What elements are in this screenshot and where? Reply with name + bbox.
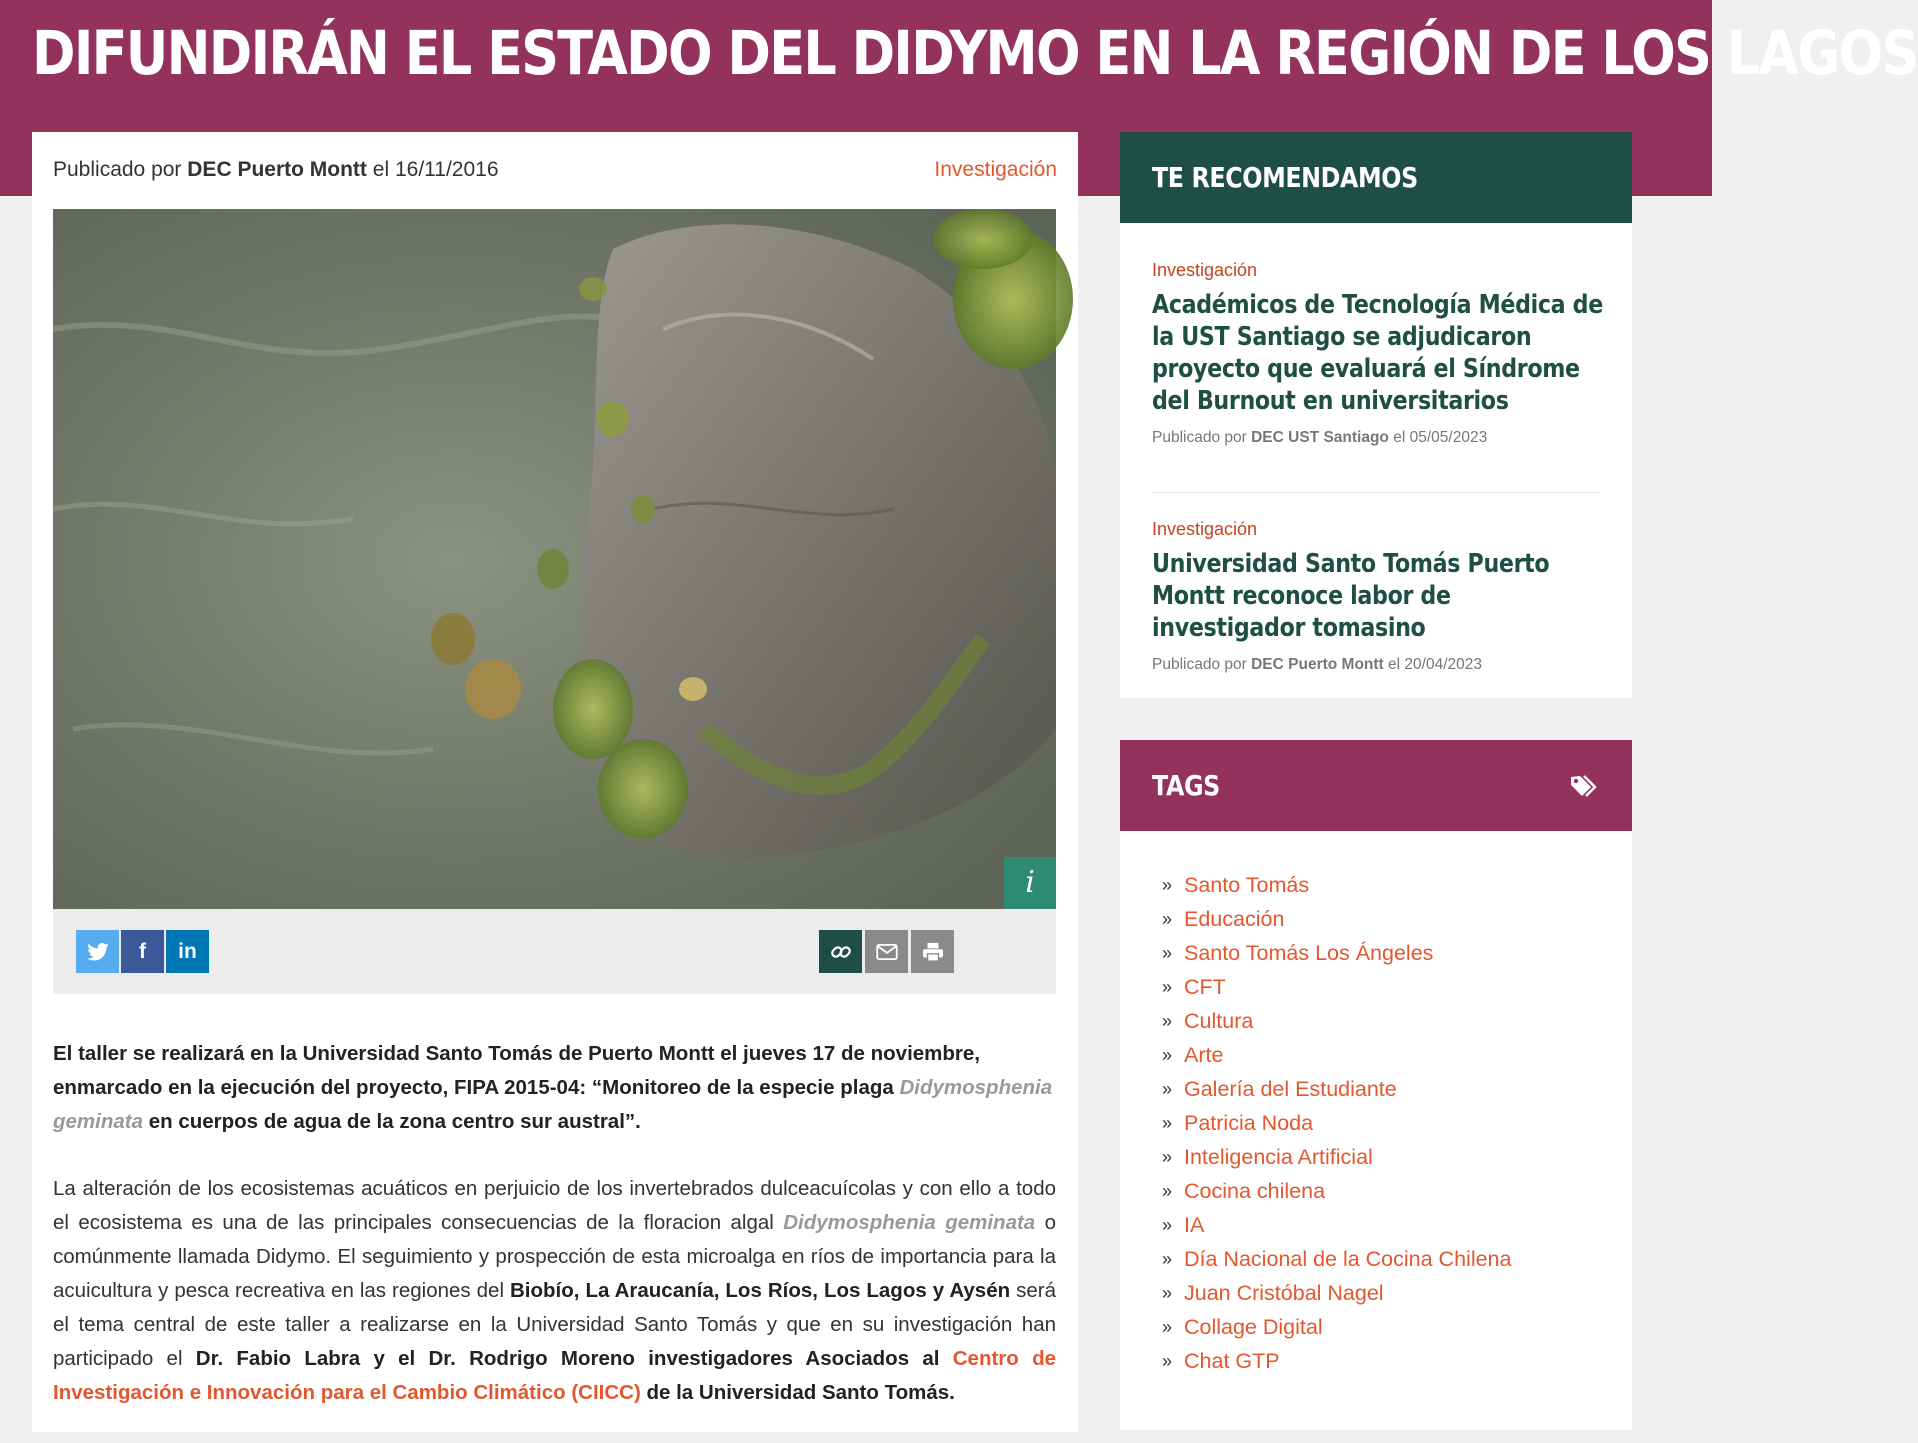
recommended-item[interactable] — [1152, 519, 1600, 674]
tags-widget — [1120, 740, 1632, 1430]
category-link[interactable]: Investigación — [934, 158, 1057, 181]
tag-item[interactable] — [1162, 1310, 1511, 1344]
regions-text: Biobío, La Araucanía, Los Ríos, Los Lagos y Aysén — [510, 1279, 1011, 1302]
bullet: » — [1162, 1350, 1173, 1371]
article-lead — [53, 1037, 1056, 1139]
bullet: » — [1162, 1248, 1173, 1269]
recommended-title: TE RECOMENDAMOS — [1152, 161, 1418, 194]
tag-item[interactable] — [1162, 1140, 1511, 1174]
tags-icon — [1570, 774, 1600, 798]
ciicc-link[interactable]: Centro de Investigación e Innovación para el Cambio Climático (CIICC) — [53, 1347, 1056, 1404]
print-icon — [922, 942, 944, 962]
tag-link[interactable]: Santo Tomás Los Ángeles — [1184, 940, 1434, 965]
species-name: Didymosphenia geminata — [783, 1211, 1036, 1234]
email-icon — [876, 944, 898, 960]
facebook-icon: f — [139, 939, 146, 963]
meta-author[interactable]: DEC Puerto Montt — [1251, 656, 1384, 673]
tag-link[interactable]: Chat GTP — [1184, 1348, 1280, 1373]
meta-prefix: Publicado por — [1152, 656, 1247, 673]
tag-item[interactable] — [1162, 936, 1511, 970]
share-facebook-button[interactable] — [121, 930, 164, 973]
share-email-button[interactable] — [865, 930, 908, 973]
tag-link[interactable]: Cultura — [1184, 1008, 1254, 1033]
bullet: » — [1162, 874, 1173, 895]
bullet: » — [1162, 1316, 1173, 1337]
tag-item[interactable] — [1162, 1174, 1511, 1208]
tag-link[interactable]: Día Nacional de la Cocina Chilena — [1184, 1246, 1512, 1271]
recommended-widget — [1120, 132, 1632, 698]
copy-link-button[interactable] — [819, 930, 862, 973]
tag-link[interactable]: CFT — [1184, 974, 1226, 999]
tags-header — [1120, 740, 1632, 831]
bullet: » — [1162, 1044, 1173, 1065]
bullet: » — [1162, 908, 1173, 929]
tag-link[interactable]: Santo Tomás — [1184, 872, 1310, 897]
article-byline — [53, 158, 499, 182]
tag-item[interactable] — [1162, 868, 1511, 902]
researchers-text: Dr. Fabio Labra y el Dr. Rodrigo Moreno investigadores Asociados al — [195, 1347, 940, 1370]
meta-date: 20/04/2023 — [1404, 656, 1482, 673]
tag-item[interactable] — [1162, 1106, 1511, 1140]
tag-link[interactable]: IA — [1184, 1212, 1205, 1237]
bullet: » — [1162, 1010, 1173, 1031]
recommended-meta — [1152, 429, 1600, 447]
article-body — [53, 1037, 1056, 1443]
meta-date: 05/05/2023 — [1409, 429, 1488, 446]
tag-link[interactable]: Collage Digital — [1184, 1314, 1323, 1339]
publish-date: 16/11/2016 — [394, 158, 499, 181]
bullet: » — [1162, 1112, 1173, 1133]
image-info-button[interactable]: i — [1004, 857, 1056, 909]
tag-link[interactable]: Galería del Estudiante — [1184, 1076, 1397, 1101]
recommended-item[interactable] — [1152, 260, 1603, 447]
bullet: » — [1162, 1078, 1173, 1099]
paragraph-text: La alteración de los ecosistemas acuáticos en perjuicio de los invertebrados dulceacuícolas y con ello a todo el ecosistema es una de las principales consecuencias de la floracion algal — [53, 1177, 1056, 1234]
print-button[interactable] — [911, 930, 954, 973]
author-link[interactable]: DEC Puerto Montt — [187, 158, 367, 181]
paragraph-space — [939, 1347, 952, 1370]
lead-text: El taller se realizará en la Universidad Santo Tomás de Puerto Montt el jueves 17 de noviembre, enmarcado en la ejecución del proyecto, FIPA 2015-04: “Monitoreo de la especie plaga — [53, 1042, 980, 1099]
article-card — [32, 132, 1078, 1432]
meta-date-prefix: el — [1388, 656, 1401, 673]
bullet: » — [1162, 1180, 1173, 1201]
share-twitter-button[interactable] — [76, 930, 119, 973]
share-bar — [53, 909, 1056, 994]
recommended-category[interactable]: Investigación — [1152, 260, 1258, 280]
recommended-meta — [1152, 656, 1600, 674]
meta-date-prefix: el — [1393, 429, 1406, 446]
paragraph-text: será el tema central de este taller a realizarse en la Universidad Santo Tomás y que en su investigación han participado el — [53, 1279, 1057, 1370]
tag-item[interactable] — [1162, 1276, 1511, 1310]
tag-item[interactable] — [1162, 1072, 1511, 1106]
date-prefix: el — [372, 158, 390, 181]
rock-algae-photo — [53, 209, 1056, 909]
tag-link[interactable]: Arte — [1184, 1042, 1224, 1067]
tag-link[interactable]: Cocina chilena — [1184, 1178, 1326, 1203]
paragraph-text-end: de la Universidad Santo Tomás. — [640, 1381, 955, 1404]
species-name: Didymosphenia geminata — [53, 1076, 1053, 1133]
linkedin-icon: in — [178, 939, 197, 963]
tag-item[interactable] — [1162, 1208, 1511, 1242]
meta-prefix: Publicado por — [1152, 429, 1247, 446]
recommended-header — [1120, 132, 1632, 223]
tag-item[interactable] — [1162, 1344, 1511, 1378]
tag-item[interactable] — [1162, 970, 1511, 1004]
tag-link[interactable]: Patricia Noda — [1184, 1110, 1314, 1135]
tag-item[interactable] — [1162, 1242, 1511, 1276]
twitter-icon — [87, 943, 109, 961]
lead-text-end: en cuerpos de agua de la zona centro sur austral”. — [143, 1110, 641, 1133]
link-icon — [830, 941, 852, 963]
bullet: » — [1162, 1214, 1173, 1235]
divider — [1152, 492, 1600, 493]
tag-item[interactable] — [1162, 902, 1511, 936]
bullet: » — [1162, 1146, 1173, 1167]
bullet: » — [1162, 1282, 1173, 1303]
bullet: » — [1162, 942, 1173, 963]
byline-prefix: Publicado por — [53, 158, 182, 181]
recommended-category[interactable]: Investigación — [1152, 519, 1258, 539]
recommended-title-link[interactable]: Universidad Santo Tomás Puerto Montt reconoce labor de investigador tomasino — [1152, 549, 1550, 643]
article-photo — [53, 209, 1056, 909]
paragraph-text: o comúnmente llamada Didymo. El seguimiento y prospección de esta microalga en ríos de importancia para la acuicultura y pesca recreativa en las regiones del — [53, 1211, 1056, 1302]
tags-title: TAGS — [1152, 769, 1220, 802]
article-paragraph — [53, 1172, 1056, 1410]
tag-link[interactable]: Inteligencia Artificial — [1184, 1144, 1373, 1169]
tag-item[interactable] — [1162, 1038, 1511, 1072]
tag-item[interactable] — [1162, 1004, 1511, 1038]
share-linkedin-button[interactable] — [166, 930, 209, 973]
tag-link[interactable]: Juan Cristóbal Nagel — [1184, 1280, 1384, 1305]
meta-author[interactable]: DEC UST Santiago — [1251, 429, 1389, 446]
tag-list — [1162, 868, 1511, 1378]
bullet: » — [1162, 976, 1173, 997]
recommended-title-link[interactable]: Académicos de Tecnología Médica de la UST Santiago se adjudicaron proyecto que evaluará el Síndrome del Burnout en universitarios — [1152, 290, 1603, 416]
tag-link[interactable]: Educación — [1184, 906, 1285, 931]
page-title: DIFUNDIRÁN EL ESTADO DEL DIDYMO EN LA REGIÓN DE LOS LAGOS — [32, 18, 1918, 89]
